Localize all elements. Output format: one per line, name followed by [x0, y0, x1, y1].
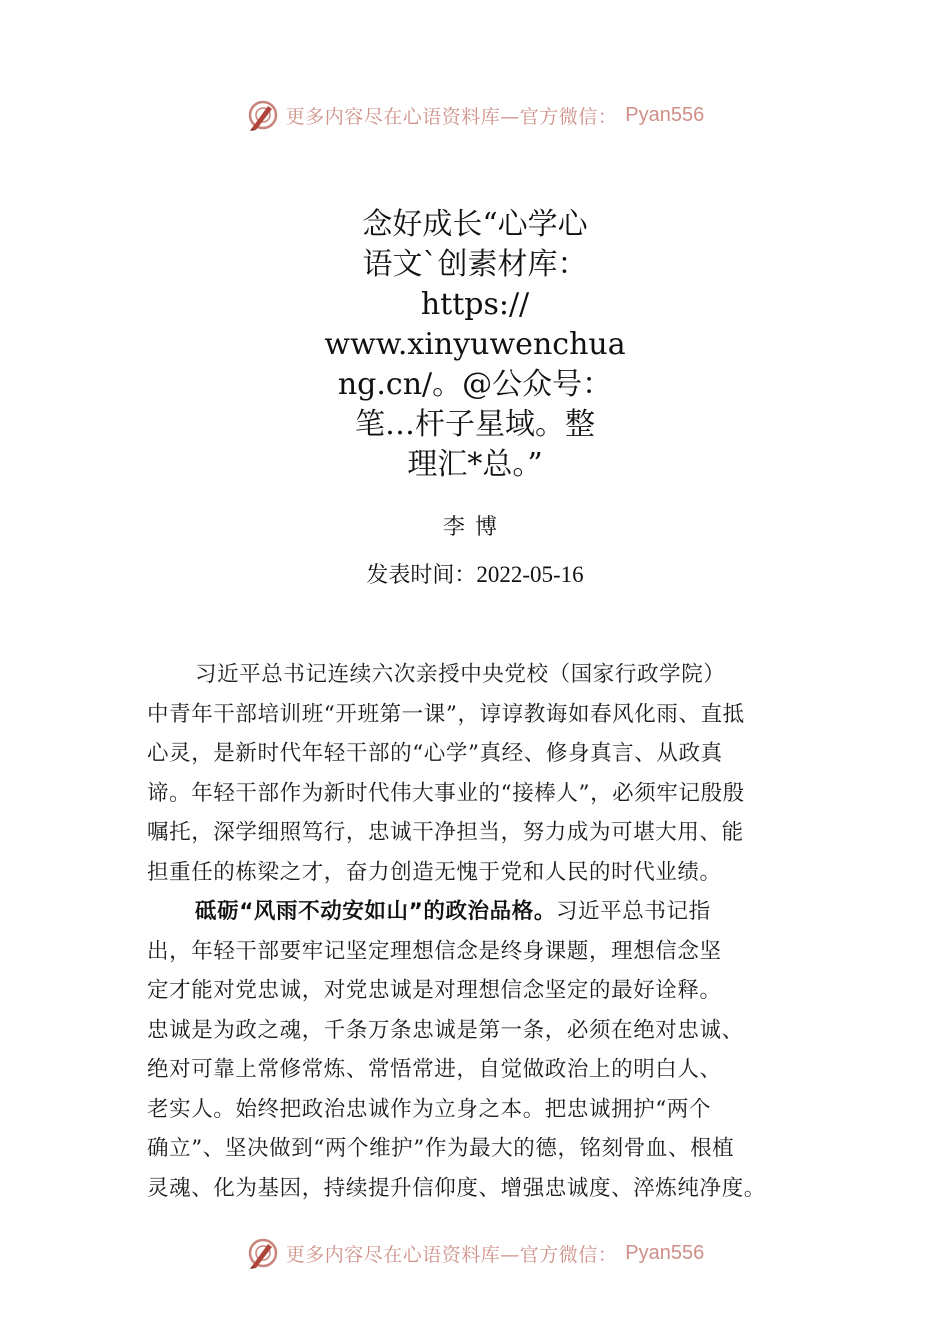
paragraph-line: 心灵，是新时代年轻干部的“心学”真经、修身真言、从政真 [147, 741, 723, 766]
paragraph-line: 嘱托，深学细照笃行，忠诚干净担当，努力成为可堪大用、能 [147, 820, 744, 845]
banner-wechat-id: Pyan556 [625, 1241, 705, 1264]
paragraph-line: 绝对可靠上常修常炼、常悟常进，自觉做政治上的明白人、 [147, 1057, 722, 1082]
title-line: 理汇*总。” [407, 447, 543, 482]
title-line: 语文`创素材库： [362, 247, 588, 282]
author-name: 李博 [442, 515, 507, 540]
title-line: www.xinyuwenchua [324, 327, 626, 362]
paragraph-line: 定才能对党忠诚，对党忠诚是对理想信念坚定的最好诠释。 [147, 978, 722, 1003]
paragraph-text: 习近平总书记指 [555, 899, 711, 924]
publish-date [0, 558, 950, 589]
paragraph-line: 忠诚是为政之魂，千条万条忠诚是第一条，必须在绝对忠诚、 [147, 1017, 744, 1043]
paragraph-line: 谛。年轻干部作为新时代伟大事业的“接棒人”，必须牢记殷殷 [147, 780, 745, 806]
title-line: ng.cn/。@公众号： [337, 367, 613, 402]
title-line: 笔…杆子星域。整 [355, 407, 595, 442]
banner-text: 更多内容尽在心语资料库—官方微信： [285, 105, 618, 128]
footer-banner [0, 1233, 950, 1273]
pen-logo-icon [246, 1236, 280, 1270]
paragraph-line: 灵魂、化为基因，持续提升信仰度、增强忠诚度、淬炼纯净度。 [147, 1175, 766, 1201]
paragraph-line: 习近平总书记连续六次亲授中央党校（国家行政学院） [195, 662, 726, 687]
paragraph-line: 出，年轻干部要牢记坚定理想信念是终身课题，理想信念坚 [147, 938, 722, 964]
paragraph-line: 中青年干部培训班“开班第一课”，谆谆教诲如春风化雨、直抵 [147, 701, 745, 727]
section-heading: 砥砺“风雨不动安如山”的政治品格。 [195, 899, 556, 924]
header-banner [0, 95, 950, 135]
paragraph-line: 担重任的栋梁之才，奋力创造无愧于党和人民的时代业绩。 [147, 859, 722, 885]
paragraph-line: 确立”、坚决做到“两个维护”作为最大的德，铭刻骨血、根植 [147, 1136, 735, 1161]
publish-date-label: 发表时间： [366, 563, 477, 588]
publish-date-value: 2022-05-16 [476, 562, 584, 587]
banner-wechat-id: Pyan556 [625, 103, 705, 126]
title-line: https:// [420, 287, 530, 322]
paragraph-line: 老实人。始终把政治忠诚作为立身之本。把忠诚拥护“两个 [147, 1096, 712, 1122]
pen-logo-icon [246, 98, 280, 132]
article-body [147, 655, 827, 1208]
banner-inner [246, 98, 704, 132]
paragraph-line [147, 892, 827, 932]
article-title [320, 205, 630, 485]
title-line: 念好成长“心学心 [362, 207, 588, 242]
banner-text: 更多内容尽在心语资料库—官方微信： [285, 1243, 618, 1266]
banner-inner [246, 1236, 704, 1270]
